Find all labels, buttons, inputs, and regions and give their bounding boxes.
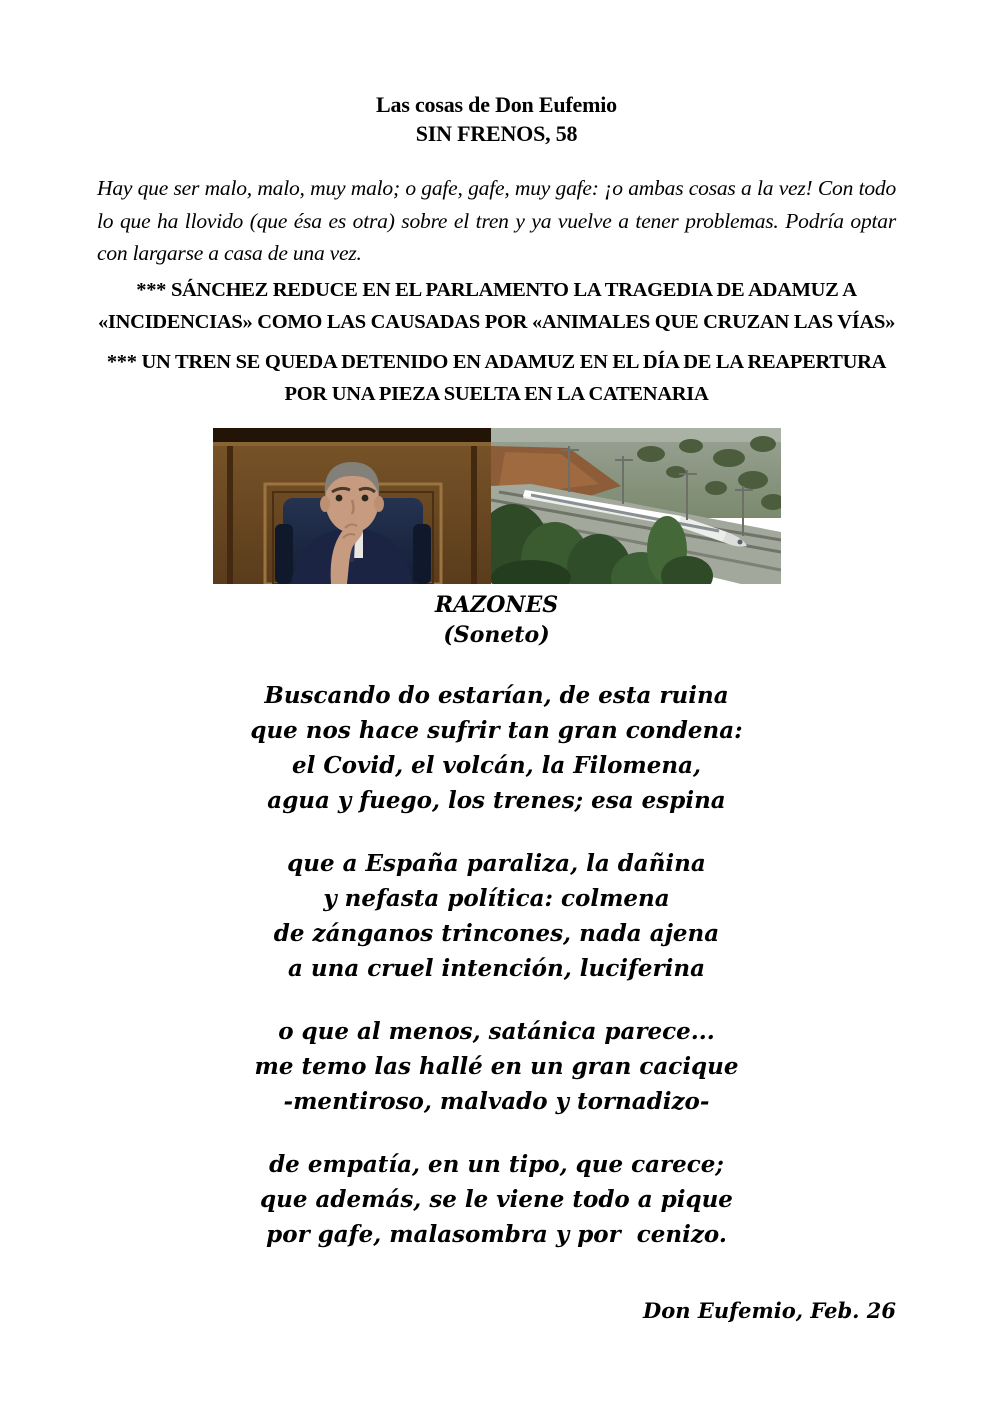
headline-tren-detenido: *** UN TREN SE QUEDA DETENIDO EN ADAMUZ EN EL DÍA DE LA REAPERTURA POR UNA PIEZA SUELTA EN LA CATENARIA bbox=[106, 350, 887, 405]
poem-stanza-2 bbox=[97, 846, 896, 986]
poem-line: de empatía, en un tipo, que carece; bbox=[269, 1150, 724, 1178]
poem-line: Buscando do estarían, de esta ruina bbox=[264, 681, 729, 709]
poem-line: el Covid, el volcán, la Filomena, bbox=[291, 751, 702, 779]
page-title: Las cosas de Don Eufemio bbox=[376, 92, 617, 117]
poem-line: de zánganos trincones, nada ajena bbox=[273, 919, 720, 947]
poem-title: RAZONES bbox=[434, 591, 559, 618]
poem-subtitle: (Soneto) bbox=[443, 621, 550, 648]
poem-line: y nefasta política: colmena bbox=[323, 884, 670, 912]
poem-stanza-4 bbox=[97, 1147, 896, 1252]
poem-line: o que al menos, satánica parece... bbox=[278, 1017, 715, 1045]
sanchez-parliament-image bbox=[213, 428, 491, 584]
poem-heading bbox=[97, 590, 896, 650]
poem-line: me temo las hallé en un gran cacique bbox=[254, 1052, 739, 1080]
poem-line: -mentiroso, malvado y tornadizo- bbox=[283, 1087, 710, 1115]
poem-stanza-1 bbox=[97, 678, 896, 818]
poem-stanza-3 bbox=[97, 1014, 896, 1119]
poem-line: agua y fuego, los trenes; esa espina bbox=[267, 786, 726, 814]
poem-line: que a España paraliza, la dañina bbox=[287, 849, 706, 877]
poem-line: por gafe, malasombra y por cenizo. bbox=[266, 1220, 727, 1248]
poem-line: a una cruel intención, luciferina bbox=[288, 954, 705, 982]
page-subtitle: SIN FRENOS, 58 bbox=[415, 121, 578, 146]
poem-line: que además, se le viene todo a pique bbox=[260, 1185, 733, 1213]
poem-line: que nos hace sufrir tan gran condena: bbox=[250, 716, 743, 744]
headline-sanchez-parlamento: *** SÁNCHEZ REDUCE EN EL PARLAMENTO LA TRAGEDIA DE ADAMUZ A «INCIDENCIAS» COMO LAS CAUSADAS POR «ANIMALES QUE CRUZAN LAS VÍAS» bbox=[97, 278, 896, 333]
document-header bbox=[97, 90, 896, 148]
photo-strip bbox=[213, 428, 781, 584]
train-countryside-image bbox=[491, 428, 781, 584]
intro-paragraph: Hay que ser malo, malo, muy malo; o gafe, gafe, muy gafe: ¡o ambas cosas a la vez! Con todo lo que ha llovido (que ésa es otra) sobre el tren y ya vuelve a tener problemas. Podría optar con largarse a casa de una vez. bbox=[97, 176, 896, 265]
author-signature: Don Eufemio, Feb. 26 bbox=[643, 1297, 896, 1323]
